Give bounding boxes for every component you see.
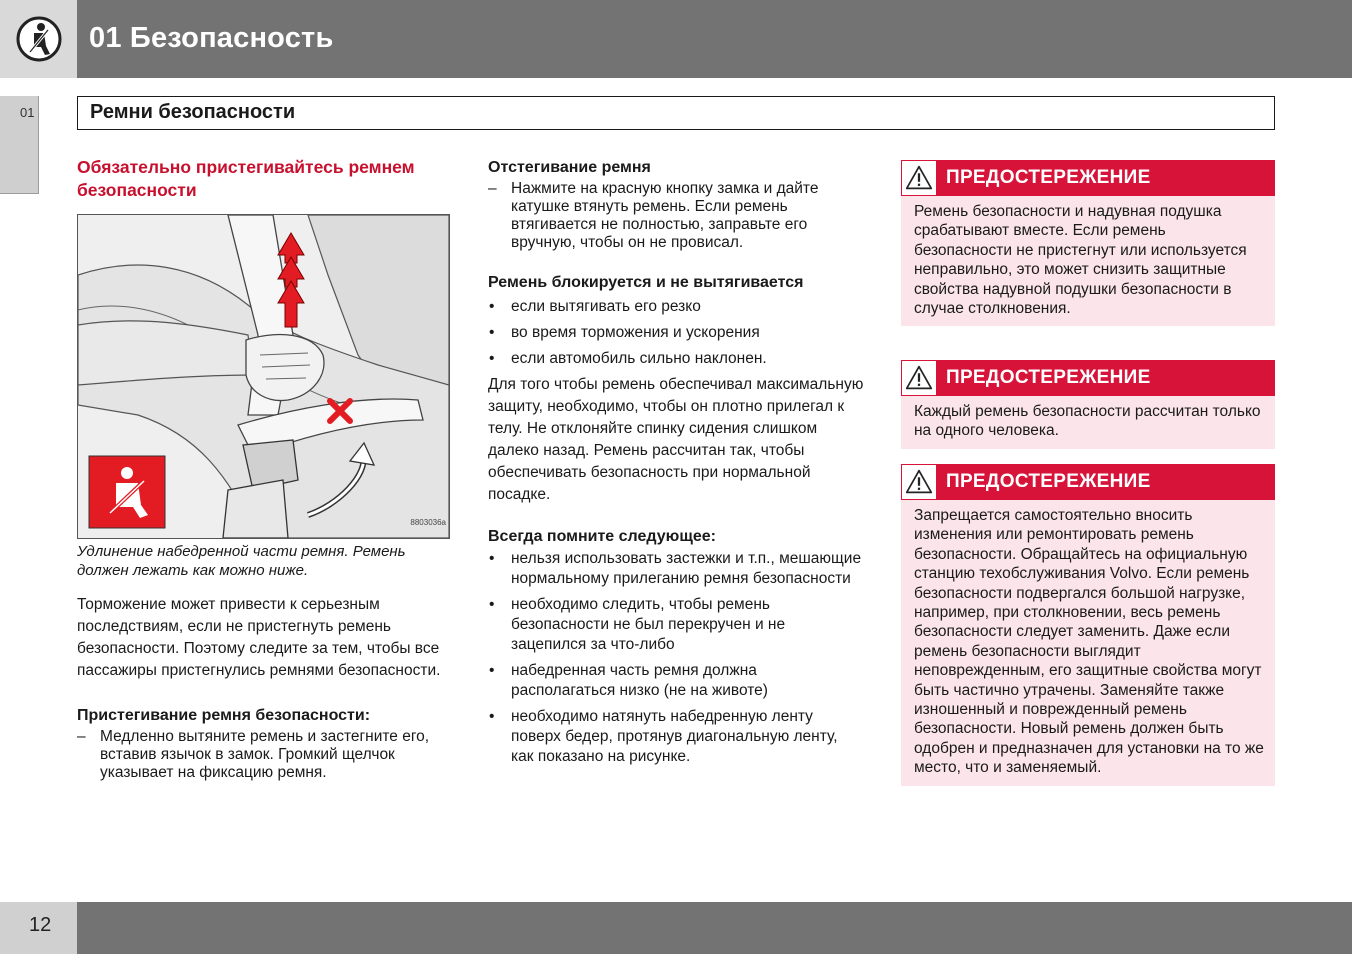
warning-title: ПРЕДОСТЕРЕЖЕНИЕ [946, 167, 1151, 188]
column-2 [488, 156, 864, 767]
fasten-heading: Пристегивание ремня безопасности: [77, 707, 371, 724]
chapter-tab-label: 01 [20, 105, 35, 120]
section-title: Ремни безопасности [90, 101, 296, 123]
list-item: • во время торможения и ускорения [488, 323, 864, 343]
warning-text: Каждый ремень безопасности рассчитан только на одного человека. [914, 403, 1261, 440]
lock-list [488, 297, 864, 369]
header-icon-box [0, 0, 77, 78]
column-1-paragraph: Торможение может привести к серьезным последствиям, если не пристегнуть ремень безопасности. Поэтому следите за тем, чтобы все пассажиры пристегнулись ремнями безопасности. [77, 596, 441, 679]
unfasten-instruction: – Нажмите на красную кнопку замка и дайте катушке втянуть ремень. Если ремень втягивается не полностью, заправьте его вручную, чтобы он не провисал. [488, 180, 864, 252]
list-item: • необходимо следить, чтобы ремень безопасности не был перекручен и не зацепился за что-либо [488, 595, 864, 655]
figure-caption: Удлинение набедренной части ремня. Ремень должен лежать как можно ниже. [77, 543, 406, 579]
page-number: 12 [29, 914, 52, 936]
section-title-box [77, 96, 1275, 130]
list-item: • если вытягивать его резко [488, 297, 864, 317]
remember-heading: Всегда помните следующее: [488, 528, 716, 545]
warning-text: Запрещается самостоятельно вносить изменения или ремонтировать ремень безопасности. Обращайтесь на официальную станцию техобслуживания Volvo. Если ремень безопасности подвергался большой нагрузке, например, при столкновении, весь ремень безопасности следует заменить. Даже если ремень безопасности выглядит неповрежденным, его защитные свойства могут быть частично утрачены. Заменяйте также изношенный и поврежденный ремень безопасности. Новый ремень должен быть одобрен и предназначен для установки на то же место, что и заменяемый. [914, 507, 1264, 777]
warning-box [901, 160, 1275, 326]
seatbelt-illustration [77, 214, 450, 539]
column-1-heading: Обязательно пристегивайтесь ремнем безопасности [77, 157, 415, 200]
page-title: 01 Безопасность [89, 22, 334, 54]
warning-title: ПРЕДОСТЕРЕЖЕНИЕ [946, 471, 1151, 492]
seatbelt-person-icon [16, 16, 62, 62]
page-number-box [0, 902, 77, 954]
warning-box [901, 464, 1275, 786]
remember-list [488, 549, 864, 767]
warning-triangle-icon [901, 464, 937, 500]
list-item: • нельзя использовать застежки и т.п., мешающие нормальному прилеганию ремня безопасности [488, 549, 864, 589]
warning-header [901, 360, 1275, 396]
fasten-instruction: – Медленно вытяните ремень и застегните его, вставив язычок в замок. Громкий щелчок указывает на фиксацию ремня. [77, 728, 452, 782]
lock-heading: Ремень блокируется и не вытягивается [488, 274, 804, 291]
list-item: • необходимо натянуть набедренную ленту поверх бедер, протянув диагональную ленту, как показано на рисунке. [488, 707, 864, 767]
column-1 [77, 156, 452, 782]
list-item: • если автомобиль сильно наклонен. [488, 349, 864, 369]
seatbelt-drawing [78, 215, 449, 538]
column-2-paragraph: Для того чтобы ремень обеспечивал максимальную защиту, необходимо, чтобы он плотно прилегал к телу. Не отклоняйте спинку сидения слишком далеко назад. Ремень рассчитан так, чтобы обеспечивать безопасность при нормальной посадке. [488, 376, 864, 503]
warning-text: Ремень безопасности и надувная подушка срабатывают вместе. Если ремень безопасности не пристегнут или используется неправильно, это может снизить защитные свойства надувной подушки безопасности в случае столкновения. [914, 203, 1247, 318]
figure-code: 8803036a [410, 518, 446, 527]
unfasten-heading: Отстегивание ремня [488, 159, 651, 176]
warning-title: ПРЕДОСТЕРЕЖЕНИЕ [946, 367, 1151, 388]
warning-triangle-icon [901, 160, 937, 196]
warning-header [901, 160, 1275, 196]
warning-header [901, 464, 1275, 500]
page-header [0, 0, 1352, 78]
list-item: • набедренная часть ремня должна располагаться низко (не на животе) [488, 661, 864, 701]
warning-triangle-icon [901, 360, 937, 396]
page-footer [0, 902, 1352, 954]
chapter-tab [0, 96, 39, 194]
warning-box [901, 360, 1275, 449]
